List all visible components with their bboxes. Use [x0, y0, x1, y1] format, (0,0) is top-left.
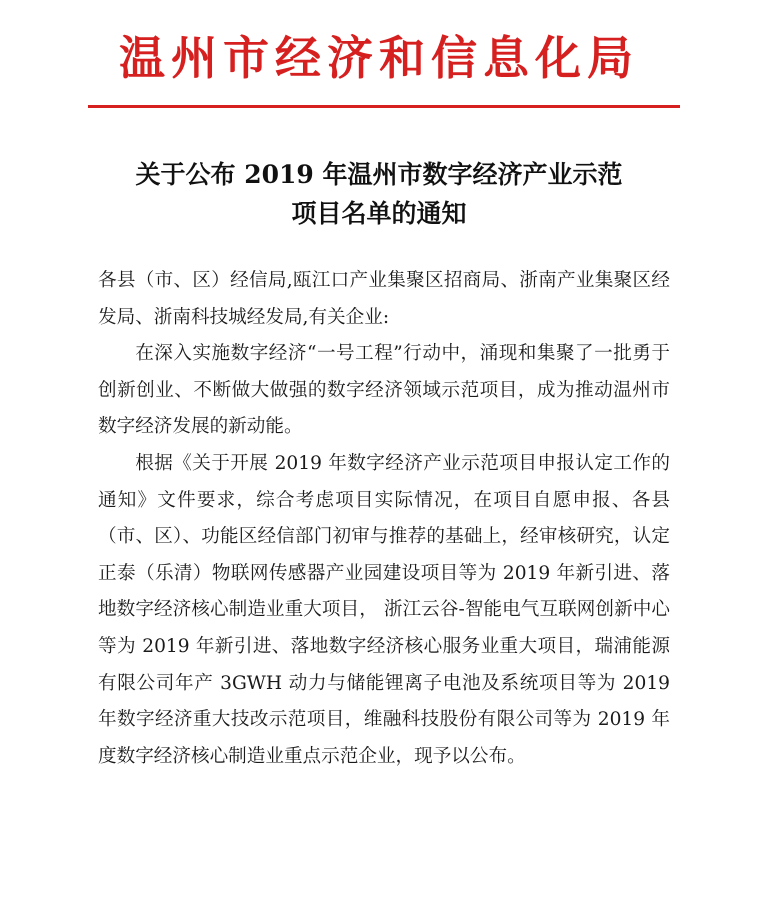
org-name-heading: 温州市经济和信息化局 [119, 31, 639, 85]
body-paragraph-2: 根据《关于开展 2019 年数字经济产业示范项目申报认定工作的通知》文件要求，综合考虑项目实际情况，在项目自愿申报、各县（市、区）、功能区经信部门初审与推荐的基础上，经审核研究，认定正泰（乐清）物联网传感器产业园建设项目等为 2019 年新引进、落地数字经济核心制造业重大项目， 浙江云谷-智能电气互联网创新中心等为 2019 年新引进、落地数字经济核心服务业重大项目，瑞浦能源有限公司年产 3GWH 动力与储能锂离子电池及系统项目等为 2019 年数字经济重大技改示范项目，维融科技股份有限公司等为 2019 年度数字经济核心制造业重点示范企业，现予以公布。 [98, 452, 670, 767]
letterhead-red-rule [88, 105, 680, 108]
document-title [90, 155, 668, 233]
salutation-paragraph: 各县（市、区）经信局,瓯江口产业集聚区招商局、浙南产业集聚区经发局、浙南科技城经发局,有关企业: [98, 270, 670, 328]
document-title-line-2: 项目名单的通知 [291, 199, 467, 228]
document-title-line-1: 关于公布 2019 年温州市数字经济产业示范 [135, 160, 623, 189]
body-paragraph-1: 在深入实施数字经济“一号工程”行动中，涌现和集聚了一批勇于创新创业、不断做大做强的数字经济领域示范项目，成为推动温州市数字经济发展的新动能。 [98, 343, 670, 438]
document-body [98, 263, 670, 775]
